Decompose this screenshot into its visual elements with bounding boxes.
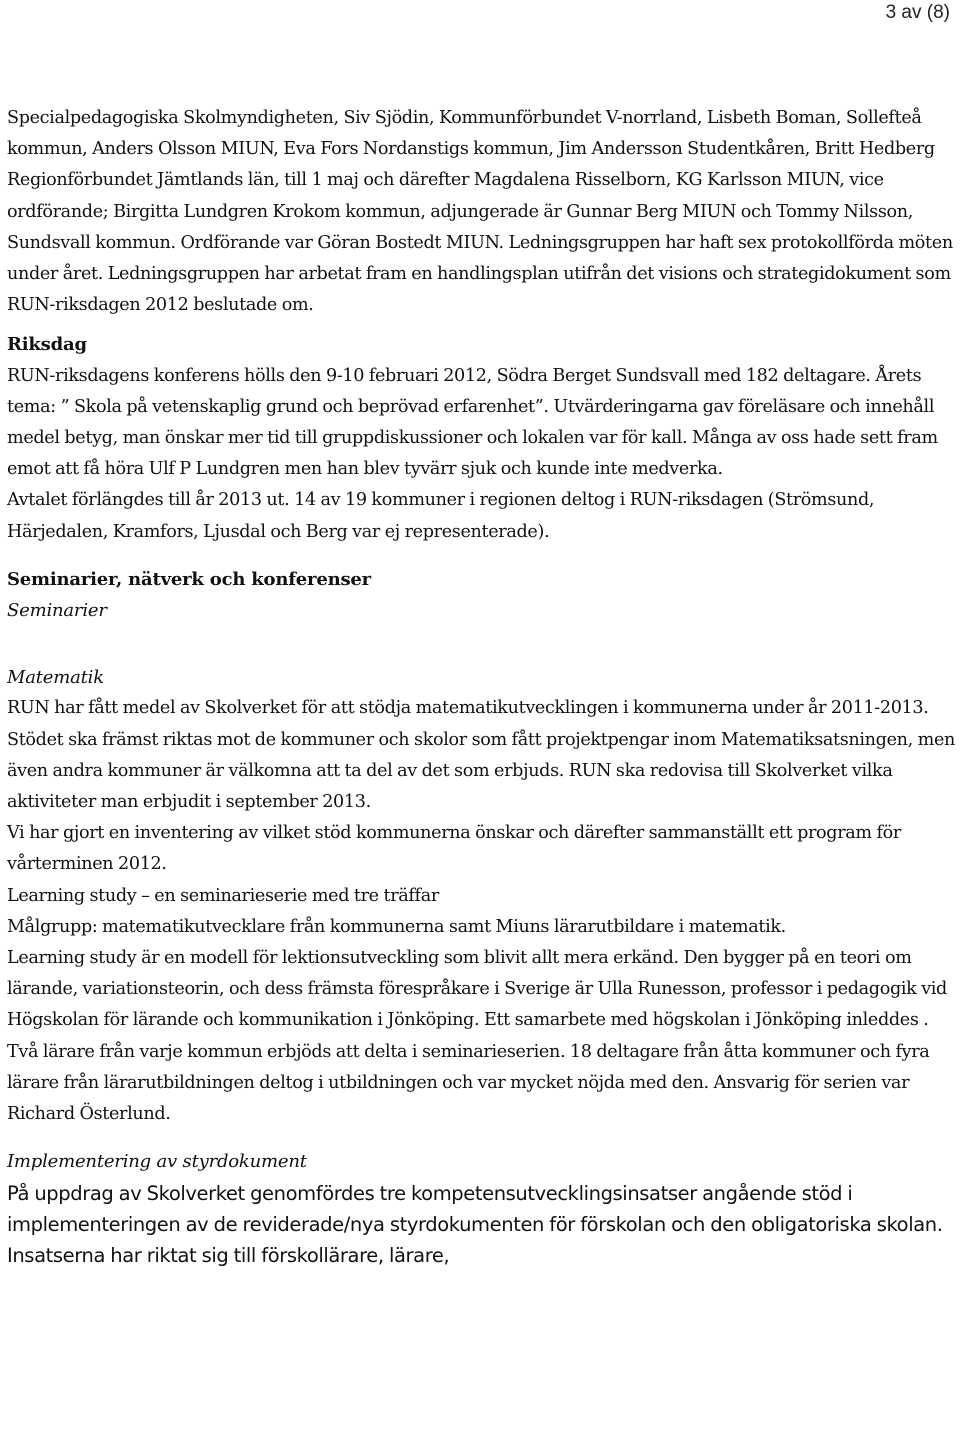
- document-body: [7, 103, 957, 1271]
- matematik-heading: Matematik: [7, 667, 104, 689]
- seminarier-heading: Seminarier, nätverk och konferenser: [7, 568, 371, 590]
- implementering-heading: Implementering av styrdokument: [7, 1151, 307, 1173]
- matematik-paragraph-2: Vi har gjort en inventering av vilket stöd kommunerna önskar och därefter sammanställt ett program för vårterminen 2012.: [7, 823, 901, 875]
- riksdag-heading: Riksdag: [7, 334, 87, 356]
- page-number: 3 av (8): [885, 2, 950, 23]
- malgrupp-paragraph: Målgrupp: matematikutvecklare från kommunerna samt Miuns lärarutbildare i matematik.: [7, 916, 786, 937]
- matematik-paragraph-1: RUN har fått medel av Skolverket för att stödja matematikutvecklingen i kommunerna under år 2011-2013. Stödet ska främst riktas mot de kommuner och skolor som fått projektpengar inom Matematiksatsningen, men även andra kommuner är välkomna att ta del av det som erbjuds. RUN ska redovisa till Skolverket vilka aktiviteter man erbjudit i september 2013.: [7, 698, 955, 813]
- riksdag-paragraph: RUN-riksdagens konferens hölls den 9-10 februari 2012, Södra Berget Sundsvall med 182 deltagare. Årets tema: ” Skola på vetenskaplig grund och beprövad erfarenhet”. Utvärderingarna gav föreläsare och innehåll medel betyg, man önskar mer tid till gruppdiskussioner och lokalen var för kall. Många av oss hade sett fram emot att få höra Ulf P Lundgren men han blev tyvärr sjuk och kunde inte medverka.: [7, 365, 938, 480]
- learning-study-title: Learning study – en seminarieserie med tre träffar: [7, 885, 439, 906]
- riksdag-paragraph-2: Avtalet förlängdes till år 2013 ut. 14 av 19 kommuner i regionen deltog i RUN-riksdagen (Strömsund, Härjedalen, Kramfors, Ljusdal och Berg var ej representerade).: [7, 490, 875, 542]
- seminarier-subheading: Seminarier: [7, 600, 107, 622]
- learning-study-paragraph: Learning study är en modell för lektionsutveckling som blivit allt mera erkänd. Den bygger på en teori om lärande, variationsteorin, och dess främsta förespråkare i Sverige är Ulla Runesson, professor i pedagogik vid Högskolan för lärande och kommunikation i Jönköping. Ett samarbete med högskolan i Jönköping inleddes . Två lärare från varje kommun erbjöds att delta i seminarieserien. 18 deltagare från åtta kommuner och fyra lärare från lärarutbildningen deltog i utbildningen och var mycket nöjda med den. Ansvarig för serien var Richard Österlund.: [7, 948, 947, 1125]
- intro-paragraph: Specialpedagogiska Skolmyndigheten, Siv Sjödin, Kommunförbundet V-norrland, Lisbeth Boman, Sollefteå kommun, Anders Olsson MIUN, Eva Fors Nordanstigs kommun, Jim Andersson Studentkåren, Britt Hedberg Regionförbundet Jämtlands län, till 1 maj och därefter Magdalena Risselborn, KG Karlsson MIUN, vice ordförande; Birgitta Lundgren Krokom kommun, adjungerade är Gunnar Berg MIUN och Tommy Nilsson, Sundsvall kommun. Ordförande var Göran Bostedt MIUN. Ledningsgruppen har haft sex protokollförda möten under året. Ledningsgruppen har arbetat fram en handlingsplan utifrån det visions och strategidokument som RUN-riksdagen 2012 beslutade om.: [7, 108, 953, 316]
- implementering-paragraph: På uppdrag av Skolverket genomfördes tre kompetensutvecklingsinsatser angående stöd i implementeringen av de reviderade/nya styrdokumenten för förskolan och den obligatoriska skolan. Insatserna har riktat sig till förskollärare, lärare,: [7, 1181, 943, 1267]
